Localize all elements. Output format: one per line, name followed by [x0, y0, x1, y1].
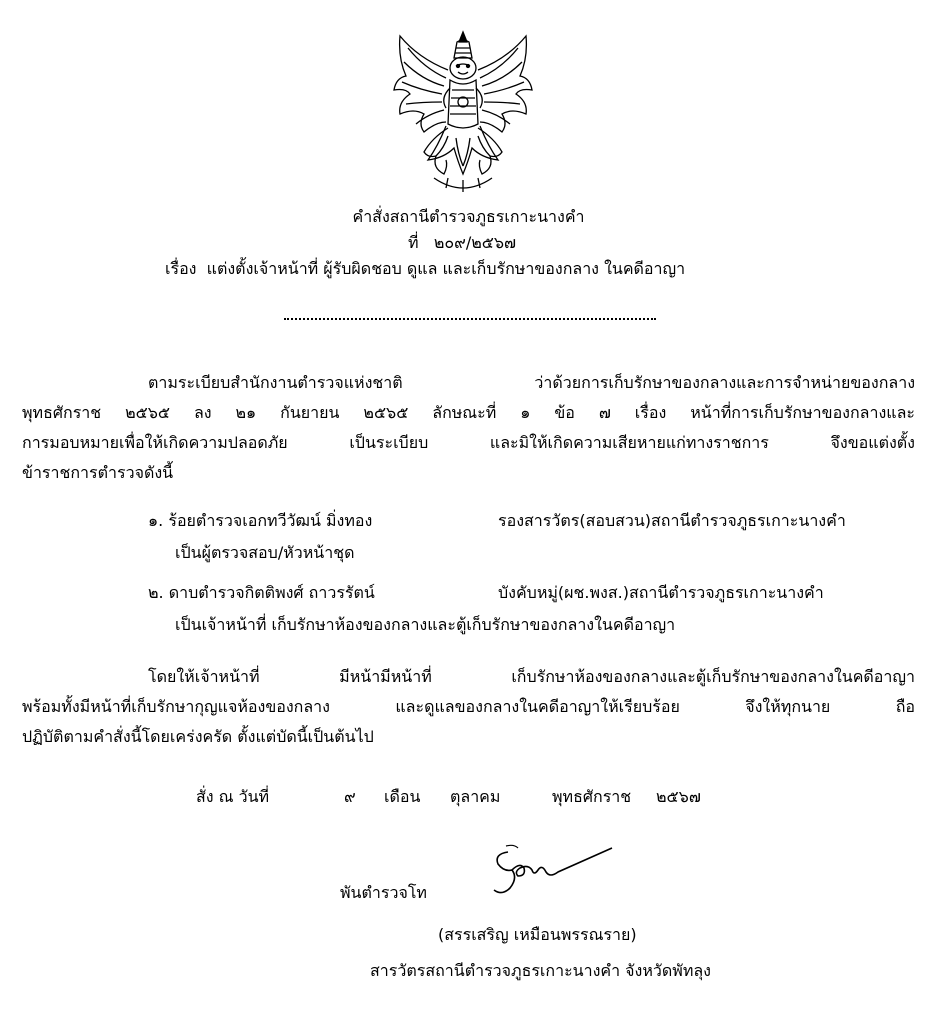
- appointee-1-name: ร้อยตำรวจเอกทวีวัฒน์ มิ่งทอง: [168, 511, 373, 530]
- para1-line4: ข้าราชการตำรวจดังนี้: [22, 463, 174, 482]
- signer-name: (สรรเสริญ เหมือนพรรณราย): [438, 925, 637, 944]
- date-month-label: เดือน: [384, 787, 421, 806]
- para2-line1: โดยให้เจ้าหน้าที่ มีหน้ามีหน้าที่ เก็บรักษาห้องของกลางและตู้เก็บรักษาของกลางในคดีอาญา: [148, 667, 915, 686]
- appointee-2-position: บังคับหมู่(ผช.พงส.)สถานีตำรวจภูธรเกาะนางคำ: [498, 583, 824, 602]
- para1-line3: การมอบหมายเพื่อให้เกิดความปลอดภัย เป็นระเบียบ และมิให้เกิดความเสียหายแก่ทางราชการ จึงขอแต่งตั้ง: [22, 433, 915, 452]
- para2-line3: ปฏิบัติตามคำสั่งนี้โดยเคร่งครัด ตั้งแต่บัดนี้เป็นต้นไป: [22, 727, 374, 746]
- appointee-2-role: เป็นเจ้าหน้าที่ เก็บรักษาห้องของกลางและตู้เก็บรักษาของกลางในคดีอาญา: [175, 615, 676, 634]
- appointee-1-position: รองสารวัตร(สอบสวน)สถานีตำรวจภูธรเกาะนางคำ: [498, 511, 846, 530]
- subject-label: เรื่อง: [165, 259, 197, 278]
- subject-line: [165, 258, 685, 280]
- appointee-1-row: [148, 510, 372, 532]
- separator-dotted-line: [284, 318, 656, 320]
- date-year-label: พุทธศักราช: [552, 787, 632, 806]
- date-prefix: สั่ง ณ วันที่: [196, 787, 270, 806]
- date-day: ๙: [344, 787, 356, 806]
- date-year: ๒๕๖๗: [656, 787, 701, 806]
- garuda-emblem-icon: [388, 28, 538, 204]
- date-month: ตุลาคม: [450, 787, 501, 806]
- signer-rank: พันตำรวจโท: [340, 883, 427, 902]
- para1-line2: พุทธศักราช ๒๕๖๕ ลง ๒๑ กันยายน ๒๕๖๕ ลักษณะที่ ๑ ข้อ ๗ เรื่อง หน้าที่การเก็บรักษาของกลางและ: [22, 403, 915, 422]
- appointee-2-name: ดาบตำรวจกิตติพงศ์ ถาวรรัตน์: [168, 583, 375, 602]
- handwritten-signature: [488, 842, 618, 904]
- order-title: คำสั่งสถานีตำรวจภูธรเกาะนางคำ: [352, 207, 585, 226]
- para1-line1: ตามระเบียบสำนักงานตำรวจแห่งชาติ ว่าด้วยการเก็บรักษาของกลางและการจำหน่ายของกลาง: [148, 373, 915, 392]
- signer-position: สารวัตรสถานีตำรวจภูธรเกาะนางคำ จังหวัดพัทลุง: [370, 961, 711, 980]
- order-number-line: [408, 232, 516, 254]
- appointee-1-number: ๑.: [148, 511, 164, 530]
- subject-text: แต่งตั้งเจ้าหน้าที่ ผู้รับผิดชอบ ดูแล และเก็บรักษาของกลาง ในคดีอาญา: [206, 259, 686, 278]
- appointee-2-row: [148, 582, 375, 604]
- order-number: ๒๐๙/๒๕๖๗: [433, 233, 517, 252]
- appointee-1-role: เป็นผู้ตรวจสอบ/หัวหน้าชุด: [175, 543, 355, 562]
- order-number-label: ที่: [408, 233, 419, 252]
- para2-line2: พร้อมทั้งมีหน้าที่เก็บรักษากุญแจห้องของกลาง และดูแลของกลางในคดีอาญาให้เรียบร้อย จึงให้ทุกนาย ถือ: [22, 697, 915, 716]
- appointee-2-number: ๒.: [148, 583, 164, 602]
